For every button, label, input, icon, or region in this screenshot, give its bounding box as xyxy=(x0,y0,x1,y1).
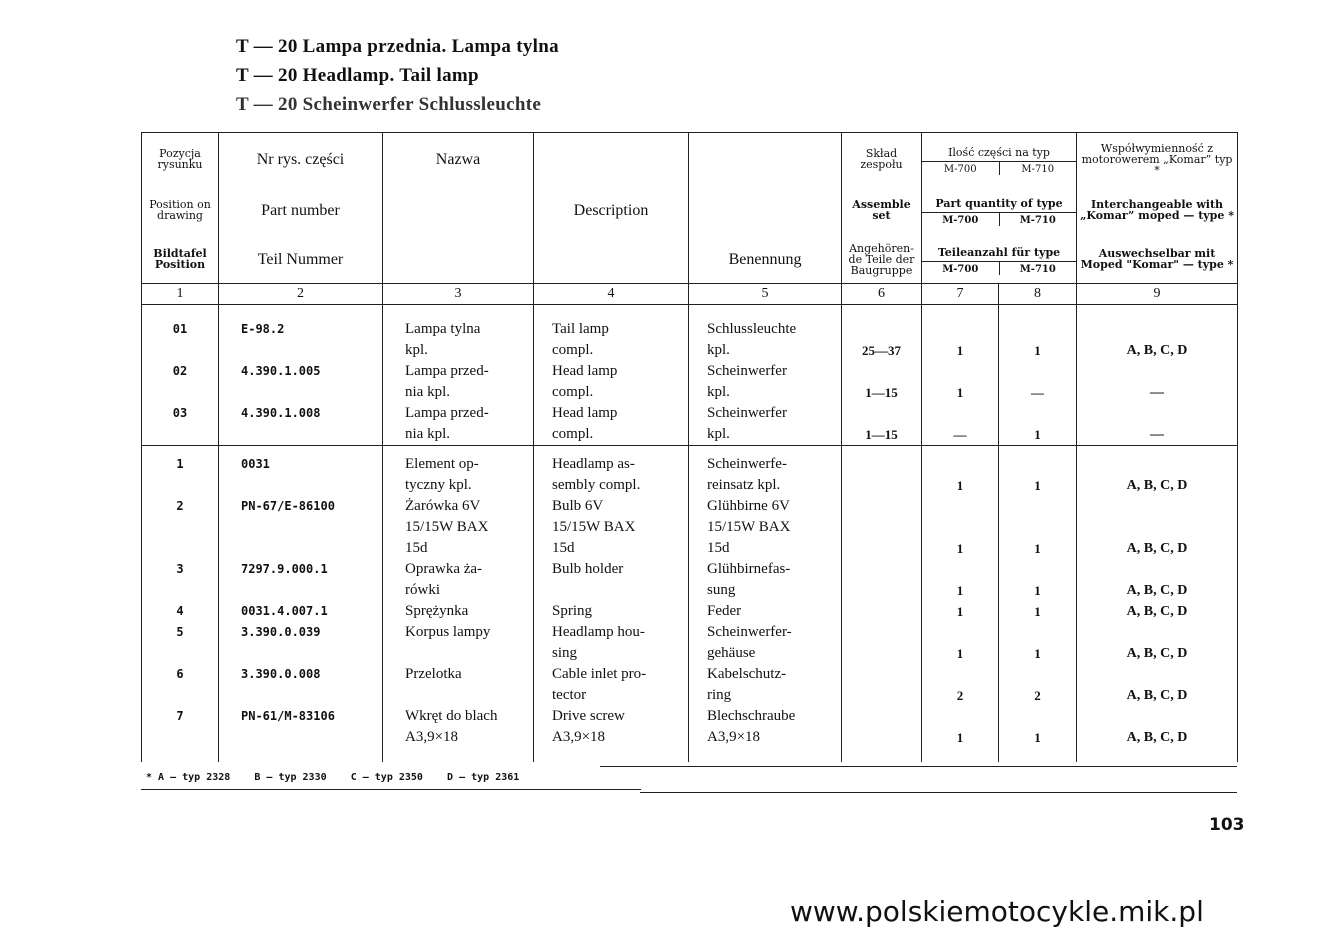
hdr-pos-en: Position on drawing xyxy=(142,185,219,235)
spacer-cell xyxy=(534,748,689,762)
col-number: 7 xyxy=(922,284,999,305)
spacer-cell xyxy=(219,748,383,762)
hdr-benennung: Benennung xyxy=(689,235,842,284)
name-pl: Lampa przed- nia kpl. xyxy=(383,403,534,446)
hdr-nr-en: Part number xyxy=(219,185,383,235)
spacer-cell xyxy=(689,748,842,762)
spacer-cell xyxy=(534,305,689,320)
spacer-cell xyxy=(922,446,999,455)
name-de: Schlussleuchte kpl. xyxy=(689,319,842,361)
hdr-type-a: M-700 xyxy=(942,214,979,226)
part-number: 4.390.1.008 xyxy=(219,403,383,446)
title-pl: T — 20 Lampa przednia. Lampa tylna xyxy=(236,36,559,57)
position: 03 xyxy=(142,403,219,446)
name-pl: Oprawka ża- rówki xyxy=(383,559,534,601)
footnote-rule xyxy=(141,789,641,790)
assembly-set xyxy=(842,601,922,622)
hdr-wsp-en: Interchangeable with „Komar” moped — type * xyxy=(1077,185,1238,235)
table-row xyxy=(142,601,1238,622)
qty-m710: 1 xyxy=(999,559,1077,601)
spacer-cell xyxy=(1077,748,1238,762)
assembly-set: 1—15 xyxy=(842,361,922,403)
interchangeable: A, B, C, D xyxy=(1077,622,1238,664)
hdr-pos-de: Bildtafel Position xyxy=(142,235,219,284)
table-rule xyxy=(600,766,1237,767)
name-pl: Wkręt do blach A3,9×18 xyxy=(383,706,534,748)
page-number: 103 xyxy=(1209,815,1245,835)
hdr-type-b: M-710 xyxy=(999,162,1077,175)
interchangeable: A, B, C, D xyxy=(1077,664,1238,706)
column-number-row xyxy=(142,284,1238,305)
spacer-cell xyxy=(142,305,219,320)
assembly-set xyxy=(842,622,922,664)
part-number: 7297.9.000.1 xyxy=(219,559,383,601)
table-row xyxy=(142,454,1238,496)
table-row xyxy=(142,706,1238,748)
table-row xyxy=(142,496,1238,559)
description-en: Head lamp compl. xyxy=(534,361,689,403)
part-number: PN-67/E-86100 xyxy=(219,496,383,559)
title-de: T — 20 Scheinwerfer Schlussleuchte xyxy=(236,94,542,115)
name-de: Glühbirnefas- sung xyxy=(689,559,842,601)
name-pl: Element op- tyczny kpl. xyxy=(383,454,534,496)
name-de: Blechschraube A3,9×18 xyxy=(689,706,842,748)
name-de: Scheinwerfer kpl. xyxy=(689,361,842,403)
hdr-type-b: M-710 xyxy=(999,262,1077,275)
description-en: Bulb holder xyxy=(534,559,689,601)
name-pl: Sprężynka xyxy=(383,601,534,622)
name-de: Scheinwerfer- gehäuse xyxy=(689,622,842,664)
hdr-description: Description xyxy=(534,185,689,235)
col-number: 9 xyxy=(1077,284,1238,305)
page-titles xyxy=(236,36,559,123)
name-pl: Przelotka xyxy=(383,664,534,706)
position: 6 xyxy=(142,664,219,706)
col-number: 3 xyxy=(383,284,534,305)
assembly-set xyxy=(842,664,922,706)
table-row xyxy=(142,664,1238,706)
interchangeable: — xyxy=(1077,361,1238,403)
footnote: * A — typ 2328 B — typ 2330 C — typ 2350 D — typ 2361 xyxy=(146,772,520,783)
spacer-cell xyxy=(142,446,219,455)
description-en: Headlamp as- sembly compl. xyxy=(534,454,689,496)
hdr-type-b: M-710 xyxy=(999,213,1077,226)
position: 4 xyxy=(142,601,219,622)
col-number: 6 xyxy=(842,284,922,305)
assembly-set xyxy=(842,706,922,748)
spacer-cell xyxy=(689,446,842,455)
hdr-ilosc-en: Part quantity of type xyxy=(935,196,1063,210)
header-row-pl xyxy=(142,133,1238,186)
title-en: T — 20 Headlamp. Tail lamp xyxy=(236,65,479,86)
name-de: Scheinwerfer kpl. xyxy=(689,403,842,446)
hdr-nr-pl: Nr rys. części xyxy=(219,133,383,186)
hdr-ilosc-de: Teileanzahl für type xyxy=(937,245,1061,259)
hdr-empty xyxy=(689,185,842,235)
interchangeable: A, B, C, D xyxy=(1077,706,1238,748)
position: 1 xyxy=(142,454,219,496)
spacer-cell xyxy=(383,305,534,320)
interchangeable: A, B, C, D xyxy=(1077,454,1238,496)
qty-m710: 1 xyxy=(999,622,1077,664)
assembly-set: 25—37 xyxy=(842,319,922,361)
col-number: 4 xyxy=(534,284,689,305)
description-en: Drive screw A3,9×18 xyxy=(534,706,689,748)
hdr-empty xyxy=(383,185,534,235)
parts-table xyxy=(141,132,1238,762)
header-row-en xyxy=(142,185,1238,235)
header-row-de xyxy=(142,235,1238,284)
spacer-cell xyxy=(999,305,1077,320)
hdr-pos-pl: Pozycja rysunku xyxy=(142,133,219,186)
spacer-cell xyxy=(142,748,219,762)
assembly-set xyxy=(842,559,922,601)
assembly-set xyxy=(842,496,922,559)
qty-m700: 1 xyxy=(922,361,999,403)
table-row xyxy=(142,361,1238,403)
interchangeable: A, B, C, D xyxy=(1077,496,1238,559)
spacer-cell xyxy=(922,305,999,320)
hdr-empty xyxy=(689,133,842,186)
hdr-empty xyxy=(534,133,689,186)
name-de: Kabelschutz- ring xyxy=(689,664,842,706)
qty-m710: 1 xyxy=(999,403,1077,446)
table-row xyxy=(142,403,1238,446)
qty-m700: 1 xyxy=(922,706,999,748)
hdr-wsp-pl: Współwymienność z motorowerem „Komar” typ * xyxy=(1077,133,1238,186)
name-de: Glühbirne 6V 15/15W BAX 15d xyxy=(689,496,842,559)
col-number: 2 xyxy=(219,284,383,305)
position: 5 xyxy=(142,622,219,664)
hdr-nazwa: Nazwa xyxy=(383,133,534,186)
spacer-cell xyxy=(383,748,534,762)
qty-m700: 1 xyxy=(922,601,999,622)
description-en: Headlamp hou- sing xyxy=(534,622,689,664)
spacer-cell xyxy=(219,305,383,320)
part-number: 0031 xyxy=(219,454,383,496)
qty-m710: 2 xyxy=(999,664,1077,706)
qty-m700: 2 xyxy=(922,664,999,706)
position: 02 xyxy=(142,361,219,403)
group-assemblies xyxy=(142,305,1238,446)
spacer-cell xyxy=(219,446,383,455)
spacer-cell xyxy=(1077,446,1238,455)
assembly-set xyxy=(842,454,922,496)
part-number: 3.390.0.039 xyxy=(219,622,383,664)
footnote-rule xyxy=(640,792,1237,793)
name-pl: Lampa przed- nia kpl. xyxy=(383,361,534,403)
qty-m700: 1 xyxy=(922,559,999,601)
position: 7 xyxy=(142,706,219,748)
hdr-ilosc-en-cell xyxy=(922,185,1077,235)
description-en: Bulb 6V 15/15W BAX 15d xyxy=(534,496,689,559)
position: 01 xyxy=(142,319,219,361)
name-pl: Lampa tylna kpl. xyxy=(383,319,534,361)
table-row xyxy=(142,622,1238,664)
part-number: 4.390.1.005 xyxy=(219,361,383,403)
qty-m700: 1 xyxy=(922,622,999,664)
qty-m700: 1 xyxy=(922,319,999,361)
col-number: 5 xyxy=(689,284,842,305)
part-number: 0031.4.007.1 xyxy=(219,601,383,622)
qty-m710: 1 xyxy=(999,319,1077,361)
interchangeable: A, B, C, D xyxy=(1077,319,1238,361)
name-de: Scheinwerfe- reinsatz kpl. xyxy=(689,454,842,496)
spacer-cell xyxy=(689,305,842,320)
qty-m710: 1 xyxy=(999,706,1077,748)
table-row xyxy=(142,559,1238,601)
assembly-set: 1—15 xyxy=(842,403,922,446)
qty-m710: 1 xyxy=(999,454,1077,496)
spacer-cell xyxy=(999,446,1077,455)
group-components xyxy=(142,446,1238,763)
hdr-nr-de: Teil Nummer xyxy=(219,235,383,284)
hdr-ilosc-de-cell xyxy=(922,235,1077,284)
interchangeable: A, B, C, D xyxy=(1077,559,1238,601)
hdr-sklad-pl: Skład zespołu xyxy=(842,133,922,186)
hdr-type-a: M-700 xyxy=(942,263,979,275)
watermark-url: www.polskiemotocykle.mik.pl xyxy=(790,895,1204,928)
spacer-cell xyxy=(842,305,922,320)
position: 3 xyxy=(142,559,219,601)
description-en: Head lamp compl. xyxy=(534,403,689,446)
name-pl: Korpus lampy xyxy=(383,622,534,664)
description-en: Tail lamp compl. xyxy=(534,319,689,361)
spacer-cell xyxy=(922,748,999,762)
part-number: 3.390.0.008 xyxy=(219,664,383,706)
description-en: Spring xyxy=(534,601,689,622)
qty-m700: — xyxy=(922,403,999,446)
hdr-sklad-en: Assemble set xyxy=(842,185,922,235)
interchangeable: — xyxy=(1077,403,1238,446)
part-number: E-98.2 xyxy=(219,319,383,361)
spacer-cell xyxy=(842,748,922,762)
hdr-ilosc-pl-cell xyxy=(922,133,1077,186)
hdr-sklad-de: Angehören-de Teile der Baugruppe xyxy=(842,235,922,284)
spacer-cell xyxy=(383,446,534,455)
qty-m710: 1 xyxy=(999,496,1077,559)
spacer-cell xyxy=(842,446,922,455)
qty-m700: 1 xyxy=(922,454,999,496)
name-pl: Żarówka 6V 15/15W BAX 15d xyxy=(383,496,534,559)
hdr-wsp-de: Auswechselbar mit Moped "Komar" — type * xyxy=(1077,235,1238,284)
name-de: Feder xyxy=(689,601,842,622)
interchangeable: A, B, C, D xyxy=(1077,601,1238,622)
hdr-ilosc-pl: Ilość części na typ xyxy=(948,145,1050,159)
spacer-cell xyxy=(999,748,1077,762)
qty-m710: — xyxy=(999,361,1077,403)
hdr-empty xyxy=(383,235,534,284)
spacer-cell xyxy=(534,446,689,455)
qty-m710: 1 xyxy=(999,601,1077,622)
hdr-type-a: M-700 xyxy=(943,163,977,175)
spacer-cell xyxy=(1077,305,1238,320)
description-en: Cable inlet pro- tector xyxy=(534,664,689,706)
col-number: 1 xyxy=(142,284,219,305)
qty-m700: 1 xyxy=(922,496,999,559)
col-number: 8 xyxy=(999,284,1077,305)
position: 2 xyxy=(142,496,219,559)
hdr-empty xyxy=(534,235,689,284)
part-number: PN-61/M-83106 xyxy=(219,706,383,748)
table-row xyxy=(142,319,1238,361)
